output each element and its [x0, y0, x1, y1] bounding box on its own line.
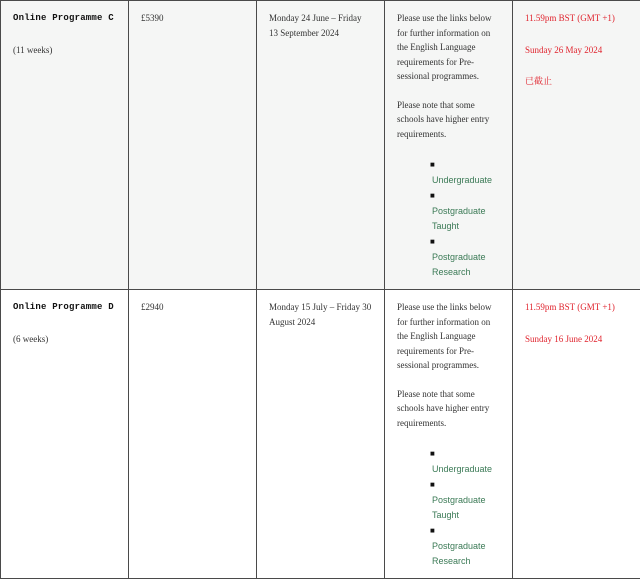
- postgraduate-research-link[interactable]: Postgraduate Research: [432, 252, 486, 277]
- programme-duration: (11 weeks): [13, 44, 53, 55]
- deadline-cell: [513, 290, 640, 579]
- requirements-links: [397, 446, 500, 569]
- undergraduate-link[interactable]: Undergraduate: [432, 464, 493, 474]
- dates-cell: [257, 290, 385, 579]
- postgraduate-research-link[interactable]: Postgraduate Research: [432, 541, 486, 566]
- dates-cell: [257, 1, 385, 290]
- bullet-icon: ■: [430, 160, 435, 169]
- list-item: [430, 523, 500, 569]
- list-item: [430, 188, 500, 234]
- status-closed: 已截止: [525, 76, 553, 86]
- table-row: [1, 1, 640, 290]
- bullet-icon: ■: [430, 526, 435, 535]
- deadline-date: Sunday 16 June 2024: [525, 333, 603, 344]
- list-item: [430, 477, 500, 523]
- postgraduate-taught-link[interactable]: Postgraduate Taught: [432, 206, 486, 231]
- deadline-time: 11.59pm BST (GMT +1): [525, 302, 615, 312]
- requirements-cell: [385, 1, 513, 290]
- requirements-cell: [385, 290, 513, 579]
- programme-name: Online Programme D: [13, 302, 114, 312]
- postgraduate-taught-link[interactable]: Postgraduate Taught: [432, 495, 486, 520]
- fee-cell: [129, 290, 257, 579]
- requirements-links: [397, 157, 500, 280]
- programme-cell: [1, 1, 129, 290]
- undergraduate-link[interactable]: Undergraduate: [432, 175, 493, 185]
- programme-dates: Monday 24 June – Friday 13 September 2024: [269, 13, 362, 38]
- programme-fee: £5390: [141, 13, 164, 23]
- bullet-icon: ■: [430, 449, 435, 458]
- requirements-text: Please use the links below for further information on the English Language requirements for Pre-sessional programmes.: [397, 13, 492, 81]
- entry-note: Please note that some schools have higher entry requirements.: [397, 388, 490, 428]
- fee-cell: [129, 1, 257, 290]
- bullet-icon: ■: [430, 480, 435, 489]
- deadline-time: 11.59pm BST (GMT +1): [525, 13, 615, 23]
- bullet-icon: ■: [430, 191, 435, 200]
- table-row: [1, 290, 640, 579]
- deadline-cell: [513, 1, 640, 290]
- programme-dates: Monday 15 July – Friday 30 August 2024: [269, 302, 372, 327]
- programme-name: Online Programme C: [13, 13, 114, 23]
- list-item: [430, 157, 500, 188]
- entry-note: Please note that some schools have higher entry requirements.: [397, 99, 490, 139]
- programme-duration: (6 weeks): [13, 333, 49, 344]
- list-item: [430, 446, 500, 477]
- list-item: [430, 234, 500, 280]
- programme-cell: [1, 290, 129, 579]
- deadline-date: Sunday 26 May 2024: [525, 44, 603, 55]
- requirements-text: Please use the links below for further information on the English Language requirements for Pre-sessional programmes.: [397, 302, 492, 370]
- programme-fee: £2940: [141, 302, 164, 312]
- bullet-icon: ■: [430, 237, 435, 246]
